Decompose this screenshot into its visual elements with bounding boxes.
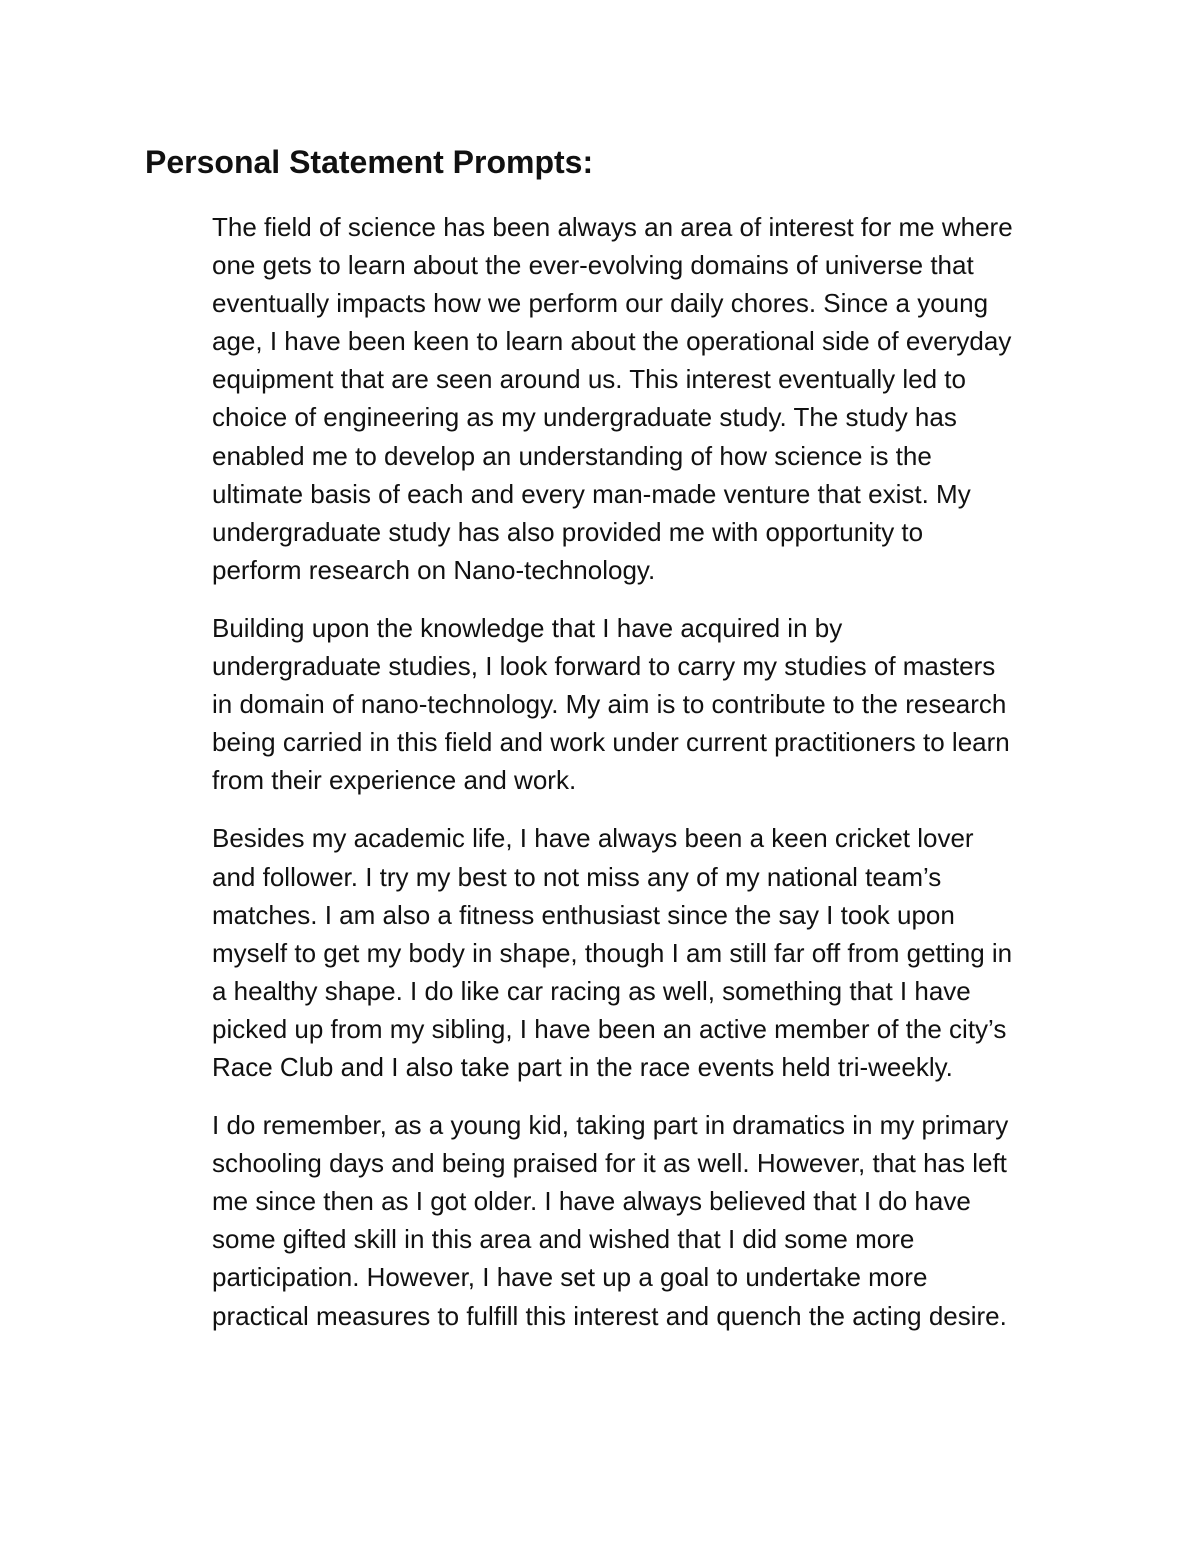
text-line: practical measures to fulfill this interest and quench the acting desire. bbox=[212, 1300, 1007, 1331]
text-line: some gifted skill in this area and wished that I did some more bbox=[212, 1224, 915, 1255]
text-line: and follower. I try my best to not miss any of my national team’s bbox=[212, 861, 942, 892]
text-line: participation. However, I have set up a goal to undertake more bbox=[212, 1262, 928, 1293]
text-line: The field of science has been always an area of interest for me where bbox=[212, 212, 1013, 242]
text-line: perform research on Nano-technology. bbox=[212, 554, 656, 585]
text-line: age, I have been keen to learn about the operational side of everyday bbox=[212, 326, 1012, 357]
text-line: ultimate basis of each and every man-made venture that exist. My bbox=[212, 478, 971, 509]
text-line: from their experience and work. bbox=[212, 765, 577, 796]
text-line: me since then as I got older. I have always believed that I do have bbox=[212, 1186, 971, 1217]
document-body bbox=[212, 208, 1082, 1355]
text-line: matches. I am also a fitness enthusiast since the say I took upon bbox=[212, 899, 955, 930]
paragraph-4 bbox=[212, 1106, 1082, 1335]
text-line: undergraduate study has also provided me with opportunity to bbox=[212, 516, 924, 547]
paragraph-1 bbox=[212, 208, 1082, 589]
text-line: enabled me to develop an understanding of how science is the bbox=[212, 440, 932, 471]
text-line: Besides my academic life, I have always been a keen cricket lover bbox=[212, 823, 974, 854]
text-line: equipment that are seen around us. This interest eventually led to bbox=[212, 364, 966, 395]
text-line: in domain of nano-technology. My aim is to contribute to the research bbox=[212, 689, 1007, 720]
text-line: schooling days and being praised for it as well. However, that has left bbox=[212, 1148, 1007, 1179]
paragraph-2 bbox=[212, 609, 1082, 799]
text-line: I do remember, as a young kid, taking part in dramatics in my primary bbox=[212, 1110, 1009, 1141]
text-line: picked up from my sibling, I have been an active member of the city’s bbox=[212, 1013, 1007, 1044]
page-title: Personal Statement Prompts: bbox=[145, 144, 594, 180]
text-line: myself to get my body in shape, though I am still far off from getting in bbox=[212, 937, 1013, 968]
paragraph-3 bbox=[212, 819, 1082, 1086]
text-line: Building upon the knowledge that I have acquired in by bbox=[212, 612, 843, 643]
text-line: a healthy shape. I do like car racing as well, something that I have bbox=[212, 975, 971, 1006]
text-line: one gets to learn about the ever-evolving domains of universe that bbox=[212, 250, 974, 281]
text-line: choice of engineering as my undergraduate study. The study has bbox=[212, 402, 957, 433]
text-line: eventually impacts how we perform our daily chores. Since a young bbox=[212, 288, 989, 319]
text-line: Race Club and I also take part in the race events held tri-weekly. bbox=[212, 1051, 953, 1082]
text-line: being carried in this field and work under current practitioners to learn bbox=[212, 727, 1010, 758]
text-line: undergraduate studies, I look forward to carry my studies of masters bbox=[212, 651, 996, 682]
